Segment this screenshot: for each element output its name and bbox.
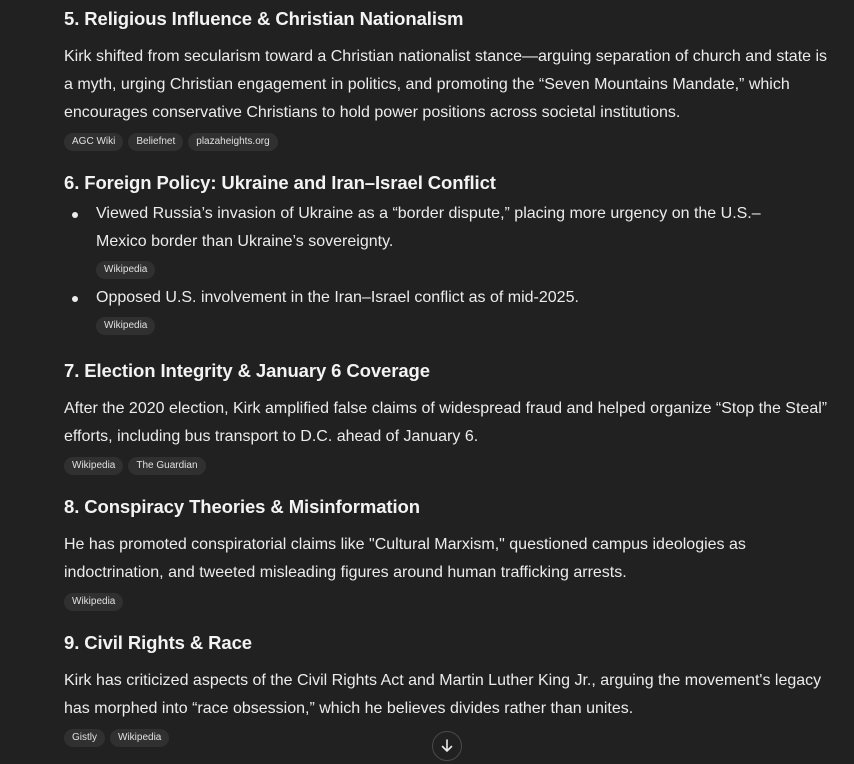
source-chip-wikipedia[interactable]: Wikipedia bbox=[110, 729, 169, 747]
scroll-to-bottom-button[interactable] bbox=[432, 731, 462, 761]
section-foreign-policy bbox=[64, 171, 834, 337]
source-chips bbox=[64, 131, 834, 153]
list-item-text: Opposed U.S. involvement in the Iran–Israel conflict as of mid-2025. bbox=[96, 289, 579, 306]
section-body: He has promoted conspiratorial claims like "Cultural Marxism," questioned campus ideologies as indoctrination, and tweeted misleading figures around human trafficking arrests. bbox=[64, 536, 746, 581]
section-heading: 7. Election Integrity & January 6 Coverage bbox=[64, 360, 430, 381]
source-chip-wikipedia[interactable]: Wikipedia bbox=[96, 261, 155, 279]
section-body: Kirk shifted from secularism toward a Christian nationalist stance—arguing separation of church and state is a myth, urging Christian engagement in politics, and promoting the “Seven Mountains Mandate,” which encourages conservative Christians to hold power positions across societal institutions. bbox=[64, 48, 828, 121]
arrow-down-icon bbox=[439, 738, 455, 754]
source-chip-wikipedia[interactable]: Wikipedia bbox=[64, 593, 123, 611]
source-chips bbox=[64, 455, 834, 477]
list-item bbox=[64, 200, 834, 281]
section-heading: 6. Foreign Policy: Ukraine and Iran–Israel Conflict bbox=[64, 172, 496, 193]
bullet-list bbox=[64, 200, 834, 337]
section-heading: 5. Religious Influence & Christian Nationalism bbox=[64, 8, 464, 29]
source-chip-plazaheights[interactable]: plazaheights.org bbox=[188, 133, 277, 151]
section-body: Kirk has criticized aspects of the Civil Rights Act and Martin Luther King Jr., arguing the movement's legacy has morphed into “race obsession,” which he believes divides rather than unites. bbox=[64, 672, 822, 717]
source-chip-the-guardian[interactable]: The Guardian bbox=[128, 457, 205, 475]
source-chip-wikipedia[interactable]: Wikipedia bbox=[64, 457, 123, 475]
section-heading: 9. Civil Rights & Race bbox=[64, 632, 252, 653]
bullet-icon bbox=[72, 212, 78, 218]
section-conspiracy-theories bbox=[64, 495, 834, 613]
section-religious-influence bbox=[64, 7, 834, 153]
section-heading: 8. Conspiracy Theories & Misinformation bbox=[64, 496, 420, 517]
source-chips bbox=[96, 259, 834, 281]
source-chip-wikipedia[interactable]: Wikipedia bbox=[96, 317, 155, 335]
source-chips bbox=[96, 315, 834, 337]
section-election-integrity bbox=[64, 359, 834, 477]
source-chip-gistly[interactable]: Gistly bbox=[64, 729, 105, 747]
source-chips bbox=[64, 591, 834, 613]
section-body: After the 2020 election, Kirk amplified false claims of widespread fraud and helped organize “Stop the Steal” efforts, including bus transport to D.C. ahead of January 6. bbox=[64, 400, 828, 445]
source-chip-beliefnet[interactable]: Beliefnet bbox=[128, 133, 183, 151]
list-item bbox=[64, 284, 834, 337]
bullet-icon bbox=[72, 296, 78, 302]
source-chip-agc-wiki[interactable]: AGC Wiki bbox=[64, 133, 123, 151]
list-item-text: Viewed Russia’s invasion of Ukraine as a “border dispute,” placing more urgency on the U.S.–Mexico border than Ukraine’s sovereignty. bbox=[96, 205, 761, 250]
